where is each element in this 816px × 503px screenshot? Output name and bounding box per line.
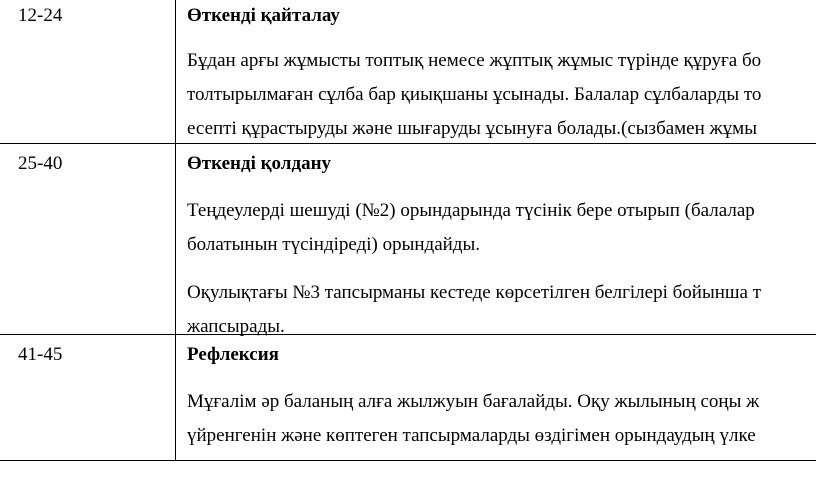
section-title: Рефлексия (187, 345, 279, 365)
content-cell (187, 6, 816, 146)
table-row-reflection (0, 335, 816, 460)
content-cell (187, 345, 816, 453)
paragraph-line: Теңдеулерді шешуді (№2) орындарында түсінік бере отырып (балалар (187, 200, 755, 221)
section-paragraph (187, 44, 816, 146)
time-cell: 12-24 (18, 5, 63, 26)
paragraph-line: үйренгенін және көптеген тапсырмаларды өздігімен орындаудың үлке (187, 425, 756, 446)
paragraph-line: Мұғалім әр баланың алға жылжуын бағалайды. Оқу жылының соңы ж (187, 391, 760, 412)
paragraph-line: жапсырады. (187, 316, 285, 337)
section-paragraph (187, 194, 816, 262)
paragraph-line: Оқулықтағы №3 тапсырманы кестеде көрсетілген белгілері бойынша т (187, 282, 762, 303)
section-title: Өткенді қайталау (187, 6, 340, 26)
content-cell (187, 154, 816, 344)
table-row-apply (0, 144, 816, 335)
paragraph-line: Бұдан арғы жұмысты топтық немесе жұптық жұмыс түрінде құруға бо (187, 50, 762, 71)
time-cell: 41-45 (18, 344, 63, 365)
section-title: Өткенді қолдану (187, 154, 332, 174)
paragraph-line: болатынын түсіндіреді) орындайды. (187, 234, 480, 255)
time-cell: 25-40 (18, 153, 63, 174)
table-row-review (0, 0, 816, 144)
paragraph-line: есепті құрастыруды және шығаруды ұсынуға болады.(сызбамен жұмы (187, 118, 757, 139)
section-paragraph (187, 276, 816, 344)
paragraph-line: толтырылмаған сұлба бар қиықшаны ұсынады. Балалар сұлбаларды то (187, 84, 762, 105)
section-paragraph (187, 385, 816, 453)
